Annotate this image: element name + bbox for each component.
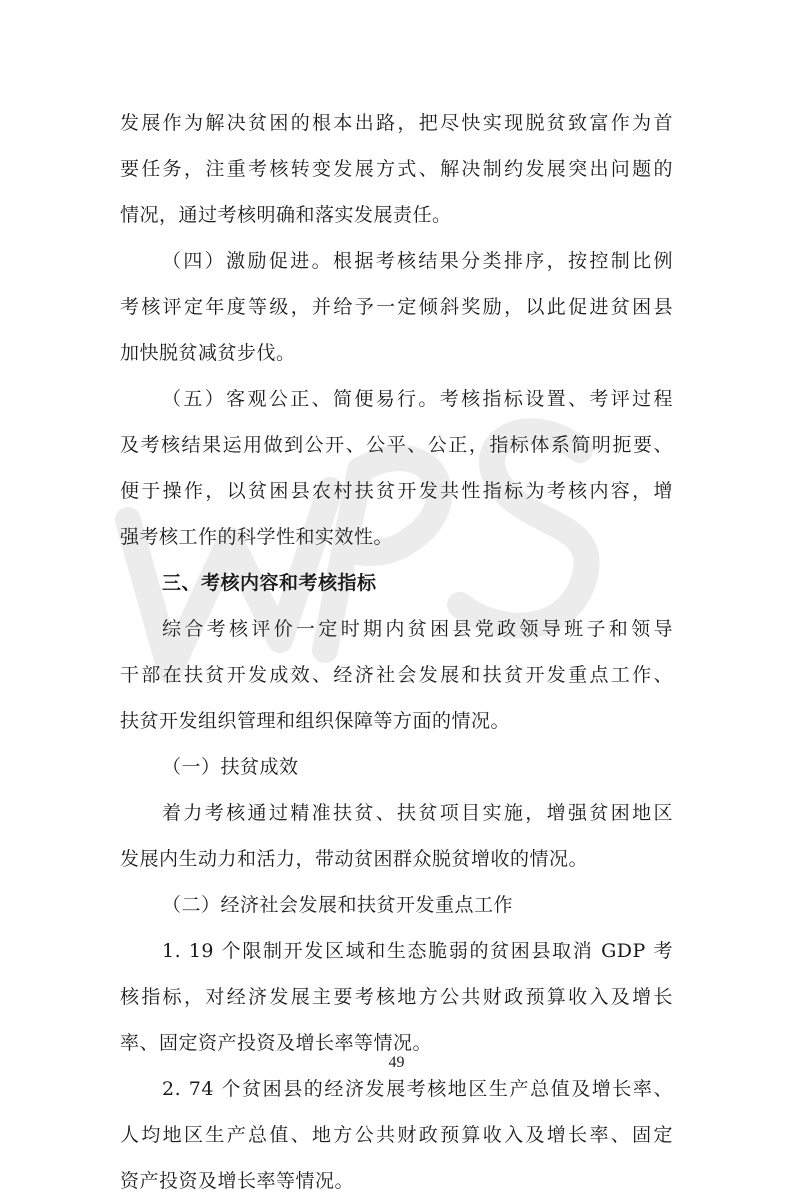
paragraph-line: 着力考核通过精准扶贫、扶贫项目实施，增强贫困地区	[162, 802, 673, 824]
paragraph-line: 强考核工作的科学性和实效性。	[120, 526, 394, 548]
subsection-heading: （一）扶贫成效	[162, 756, 299, 778]
paragraph-line: 2. 74 个贫困县的经济发展考核地区生产总值及增长率、	[162, 1078, 673, 1100]
paragraph-line: 综合考核评价一定时期内贫困县党政领导班子和领导	[162, 618, 673, 640]
document-body	[120, 100, 673, 1204]
paragraph-line: 及考核结果运用做到公开、公平、公正，指标体系简明扼要、	[120, 434, 673, 456]
paragraph-line: 发展内生动力和活力，带动贫困群众脱贫增收的情况。	[120, 848, 589, 870]
paragraph-line: 资产投资及增长率等情况。	[120, 1170, 355, 1192]
subsection-heading: （二）经济社会发展和扶贫开发重点工作	[162, 894, 514, 916]
paragraph-line: （四）激励促进。根据考核结果分类排序，按控制比例	[162, 250, 673, 272]
paragraph-line: 1. 19 个限制开发区域和生态脆弱的贫困县取消 GDP 考	[162, 940, 673, 962]
paragraph-line: 要任务，注重考核转变发展方式、解决制约发展突出问题的	[120, 158, 673, 180]
paragraph-line: 便于操作，以贫困县农村扶贫开发共性指标为考核内容，增	[120, 480, 673, 502]
paragraph-line: 人均地区生产总值、地方公共财政预算收入及增长率、固定	[120, 1124, 673, 1146]
paragraph-line: 干部在扶贫开发成效、经济社会发展和扶贫开发重点工作、	[120, 664, 673, 686]
paragraph-line: 核指标，对经济发展主要考核地方公共财政预算收入及增长	[120, 986, 673, 1008]
paragraph-line: 情况，通过考核明确和落实发展责任。	[120, 204, 452, 226]
paragraph-line: 加快脱贫减贫步伐。	[120, 342, 296, 364]
section-heading: 三、考核内容和考核指标	[162, 572, 377, 594]
paragraph-line: 扶贫开发组织管理和组织保障等方面的情况。	[120, 710, 511, 732]
paragraph-line: （五）客观公正、简便易行。考核指标设置、考评过程	[162, 388, 673, 410]
paragraph-line: 率、固定资产投资及增长率等情况。	[120, 1032, 433, 1054]
paragraph-line: 发展作为解决贫困的根本出路，把尽快实现脱贫致富作为首	[120, 112, 673, 134]
paragraph-line: 考核评定年度等级，并给予一定倾斜奖励，以此促进贫困县	[120, 296, 673, 318]
page-number: 49	[388, 1054, 405, 1071]
